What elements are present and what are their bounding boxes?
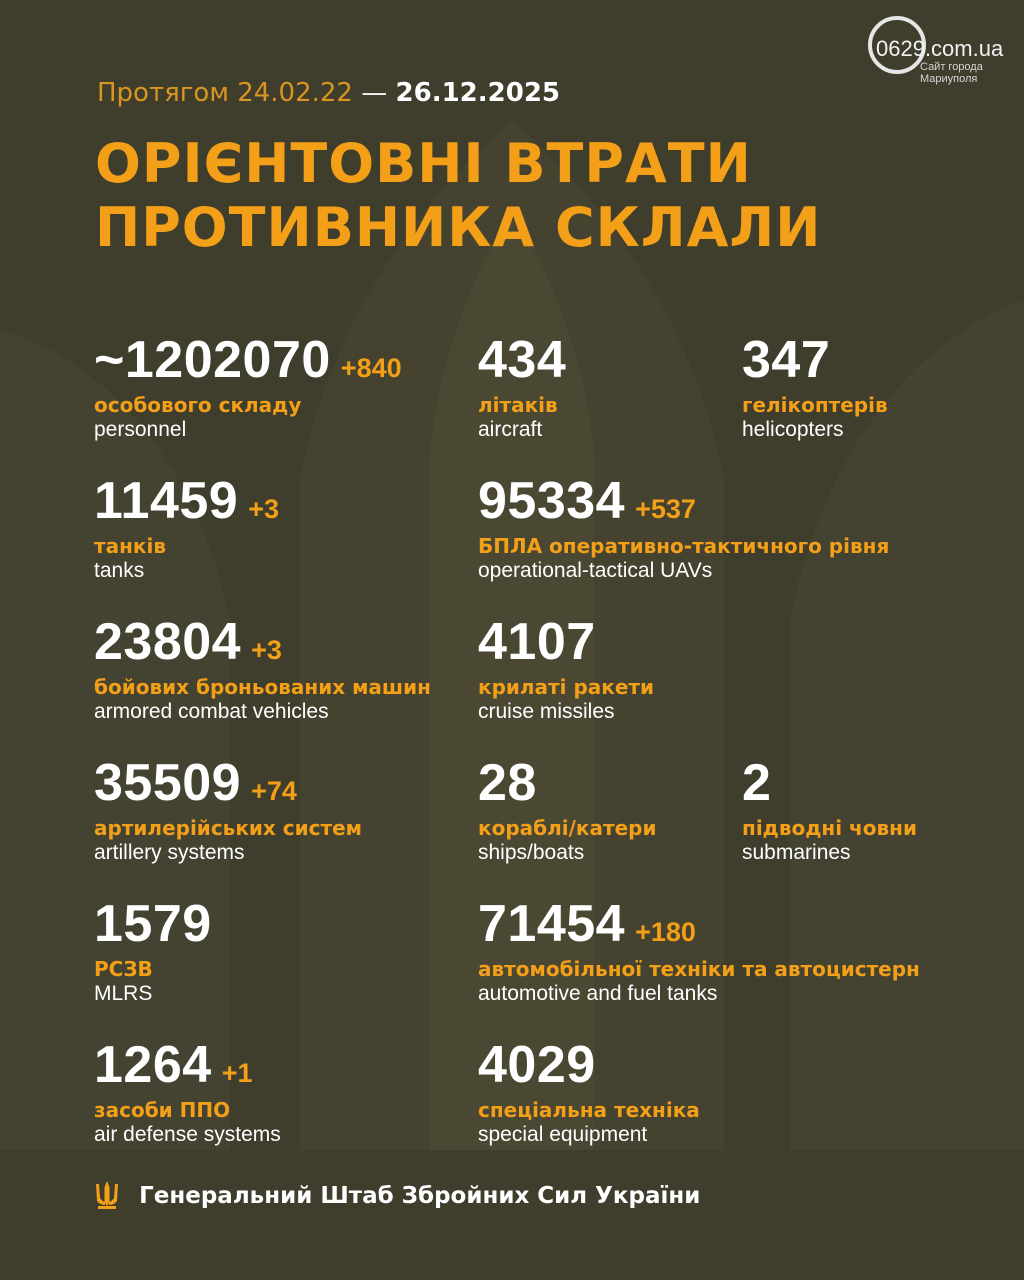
trident-icon bbox=[94, 1180, 120, 1212]
stat-label-ua: гелікоптерів bbox=[742, 393, 888, 417]
stat-aircraft bbox=[478, 330, 566, 443]
footer bbox=[94, 1180, 700, 1212]
stat-delta: +537 bbox=[635, 494, 696, 524]
stat-delta: +840 bbox=[340, 353, 402, 383]
stat-label-en: ships/boats bbox=[478, 841, 585, 864]
stat-label-ua: кораблі/катери bbox=[478, 816, 657, 840]
stat-label-en: automotive and fuel tanks bbox=[478, 982, 718, 1005]
stat-label-en: submarines bbox=[742, 841, 851, 864]
period-end: 26.12.2025 bbox=[395, 78, 560, 108]
stat-delta: +3 bbox=[248, 494, 280, 524]
title-line-2: ПРОТИВНИКА СКЛАЛИ bbox=[95, 196, 822, 259]
stat-label-ua: танків bbox=[94, 534, 166, 558]
stat-label-ua: літаків bbox=[478, 393, 558, 417]
stat-mlrs bbox=[94, 894, 212, 1007]
stat-tanks bbox=[94, 471, 279, 584]
stat-value: 71454 bbox=[478, 895, 626, 953]
stat-value: 11459 bbox=[94, 472, 239, 530]
stat-cruise-missiles bbox=[478, 612, 654, 725]
title-line-1: ОРІЄНТОВНІ ВТРАТИ bbox=[95, 132, 752, 195]
stat-artillery bbox=[94, 753, 362, 866]
stat-label-ua: артилерійських систем bbox=[94, 816, 362, 840]
stat-label-en: special equipment bbox=[478, 1123, 648, 1146]
stat-label-ua: особового складу bbox=[94, 393, 302, 417]
stat-air-defense bbox=[94, 1035, 281, 1148]
stat-value: 95334 bbox=[478, 472, 626, 530]
stat-label-en: cruise missiles bbox=[478, 700, 615, 723]
stat-delta: +74 bbox=[251, 776, 297, 806]
stat-value: 1264 bbox=[94, 1036, 212, 1094]
stat-personnel bbox=[94, 330, 402, 443]
stat-value: 434 bbox=[478, 331, 567, 389]
stat-label-ua: автомобільної техніки та автоцистерн bbox=[478, 957, 920, 981]
stat-label-ua: бойових броньованих машин bbox=[94, 675, 431, 699]
stat-label-en: tanks bbox=[94, 559, 145, 582]
stat-label-en: personnel bbox=[94, 418, 187, 441]
stat-vehicles bbox=[478, 894, 920, 1007]
stat-value: 2 bbox=[742, 754, 772, 812]
logo-tagline-2: Мариуполя bbox=[920, 73, 978, 85]
stat-helicopters bbox=[742, 330, 888, 443]
stat-delta: +180 bbox=[635, 917, 696, 947]
stat-acv bbox=[94, 612, 431, 725]
stat-label-ua: засоби ППО bbox=[94, 1098, 231, 1122]
stat-special-equipment bbox=[478, 1035, 700, 1148]
stat-label-en: helicopters bbox=[742, 418, 844, 441]
page-title bbox=[95, 132, 821, 260]
stat-label-en: aircraft bbox=[478, 418, 543, 441]
stat-value: 347 bbox=[742, 331, 831, 389]
stat-delta: +3 bbox=[251, 635, 282, 665]
stat-label-ua: спеціальна техніка bbox=[478, 1098, 700, 1122]
stat-submarines bbox=[742, 753, 917, 866]
stat-value: 4107 bbox=[478, 613, 596, 671]
stat-value: ~1202070 bbox=[94, 331, 331, 389]
stat-label-en: MLRS bbox=[94, 982, 153, 1005]
logo-site: 0629.com.ua bbox=[876, 36, 1004, 61]
stat-label-ua: РСЗВ bbox=[94, 957, 153, 981]
period-line bbox=[97, 78, 560, 108]
site-logo[interactable] bbox=[864, 14, 1014, 86]
footer-text: Генеральний Штаб Збройних Сил України bbox=[139, 1183, 701, 1209]
stat-label-ua: крилаті ракети bbox=[478, 675, 655, 699]
stat-label-ua: БПЛА оперативно-тактичного рівня bbox=[478, 534, 890, 558]
logo-tagline-1: Сайт города bbox=[920, 61, 983, 73]
stat-label-en: armored combat vehicles bbox=[94, 700, 329, 723]
stat-label-en: air defense systems bbox=[94, 1123, 281, 1146]
stat-label-en: operational-tactical UAVs bbox=[478, 559, 713, 582]
stat-uavs bbox=[478, 471, 889, 584]
stat-value: 23804 bbox=[94, 613, 242, 671]
stat-delta: +1 bbox=[221, 1058, 253, 1088]
stat-label-en: artillery systems bbox=[94, 841, 245, 864]
stat-value: 1579 bbox=[94, 895, 212, 953]
period-prefix: Протягом 24.02.22 bbox=[97, 78, 353, 108]
stat-value: 35509 bbox=[94, 754, 242, 812]
stat-ships bbox=[478, 753, 656, 866]
period-dash: — bbox=[361, 78, 388, 108]
stat-label-ua: підводні човни bbox=[742, 816, 917, 840]
stat-value: 28 bbox=[478, 754, 537, 812]
stat-value: 4029 bbox=[478, 1036, 596, 1094]
